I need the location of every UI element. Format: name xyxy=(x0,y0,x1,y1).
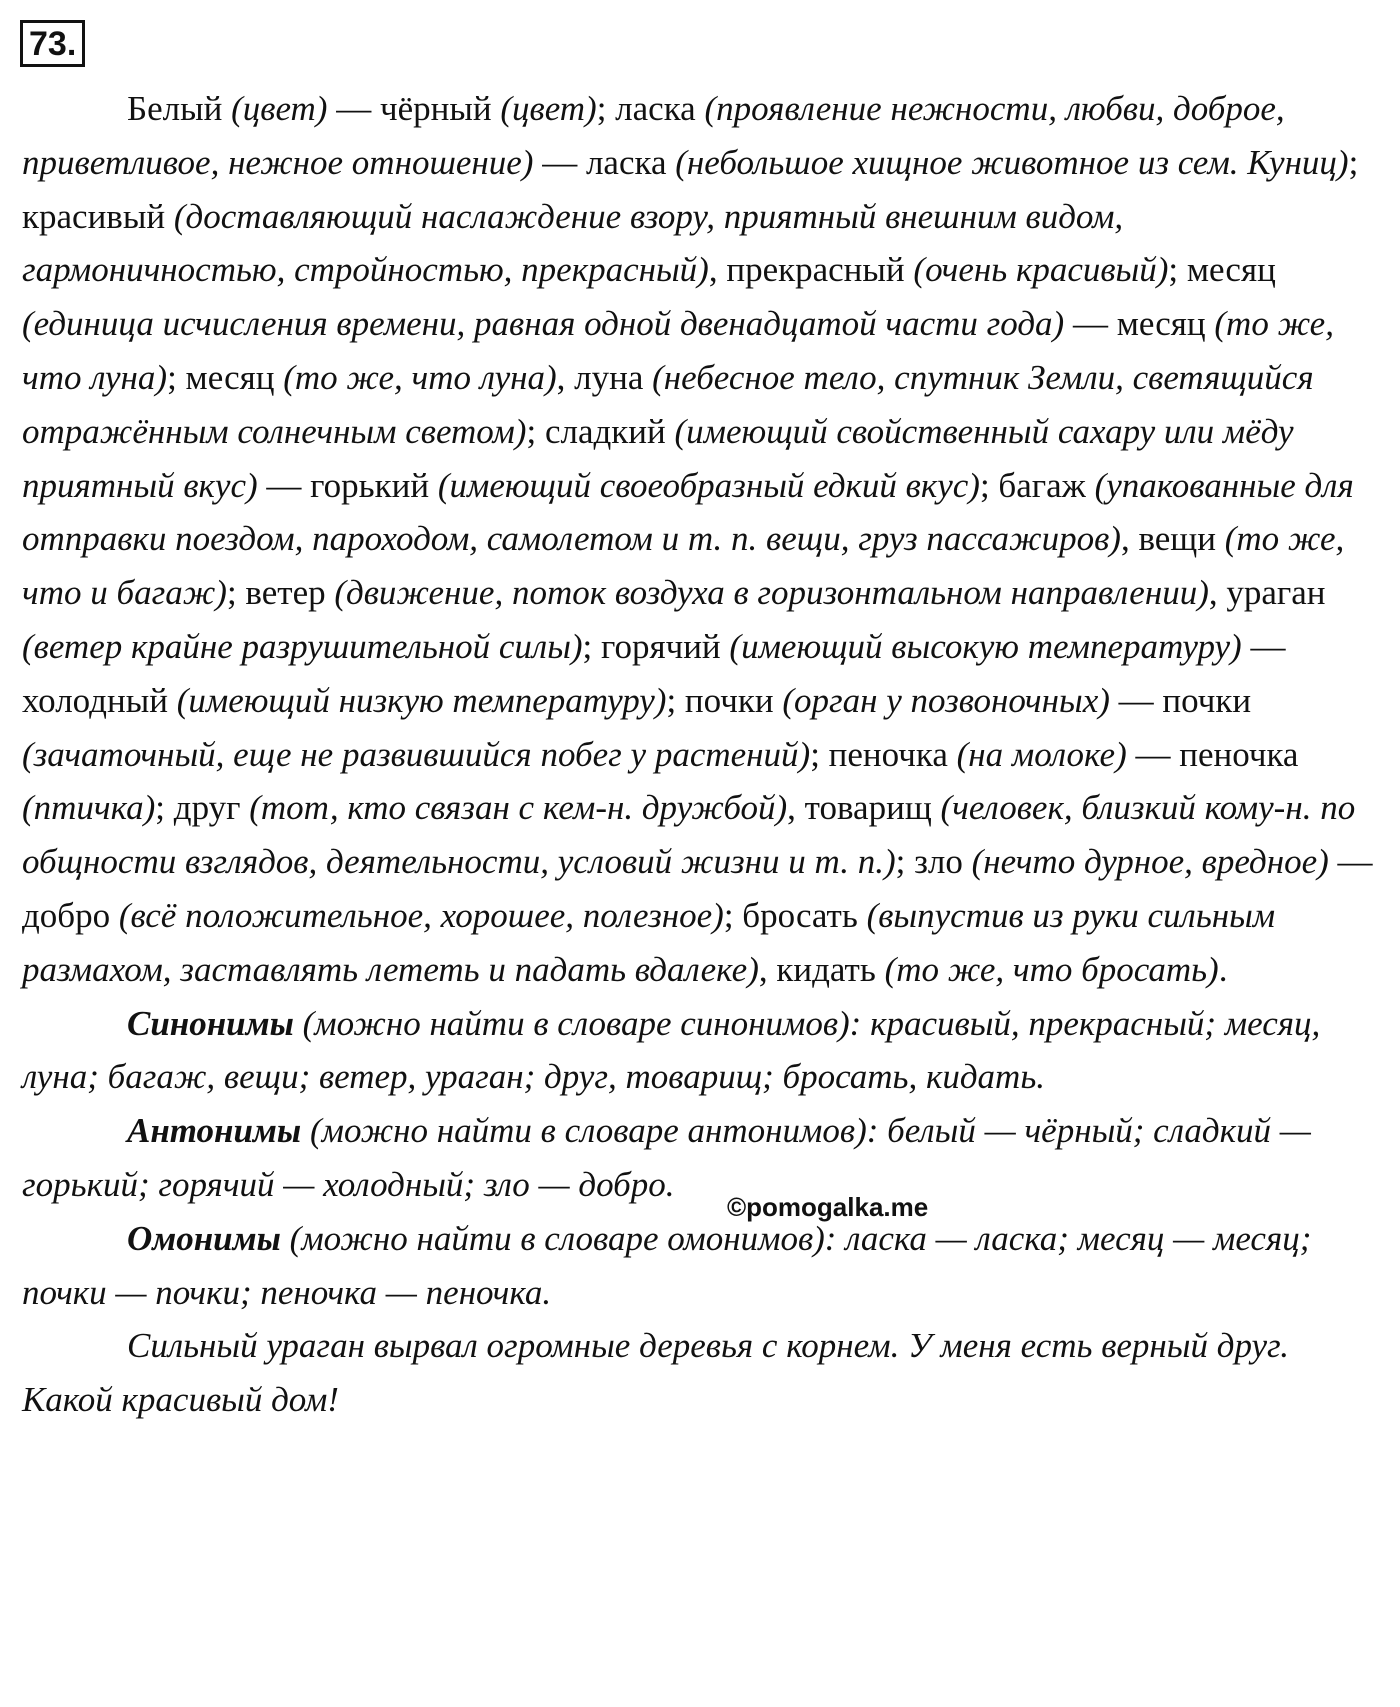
word-text: , кидать xyxy=(758,949,885,989)
definition-text: (всё положительное, хорошее, полезное) xyxy=(118,895,724,935)
word-text: ; горячий xyxy=(582,626,730,666)
definition-text: (зачаточный, еще не развившийся побег у растений) xyxy=(22,734,811,774)
exercise-number: 73. xyxy=(20,20,85,67)
word-text: ; месяц xyxy=(167,357,284,397)
definition-text: (имеющий высокую температуру) xyxy=(729,626,1242,666)
word-text: ; бросать xyxy=(723,895,867,935)
definition-text: (небольшое хищное животное из сем. Куниц) xyxy=(675,142,1349,182)
definition-text: (тот, кто связан с кем-н. дружбой) xyxy=(249,788,788,828)
antonyms-paragraph xyxy=(22,1104,1377,1212)
word-text: ; пеночка xyxy=(810,734,957,774)
definition-text: (проявление нежности, любви, доброе, приветливое, нежное отношение) xyxy=(22,89,1285,182)
antonyms-term: Антонимы xyxy=(127,1111,302,1151)
definition-text: (на молоке) xyxy=(956,734,1127,774)
word-text: — почки xyxy=(1109,680,1252,720)
word-text: ; зло xyxy=(895,842,972,882)
definition-text: (движение, поток воздуха в горизонтальном направлении) xyxy=(334,573,1209,613)
homonyms-paragraph xyxy=(22,1212,1377,1320)
word-text: ; друг xyxy=(155,788,250,828)
definition-text: (выпустив из руки сильным размахом, заставлять лететь и падать вдалеке) xyxy=(22,895,1276,989)
word-text: — чёрный xyxy=(327,89,501,128)
definition-text: (очень красивый) xyxy=(913,250,1169,290)
definition-text: (небесное тело, спутник Земли, светящийся отражённым солнечным светом) xyxy=(22,357,1314,451)
exercise-answer-text xyxy=(22,82,1377,1427)
definition-text: (доставляющий наслаждение взору, приятный внешним видом, гармоничностью, стройностью, прекрасный) xyxy=(22,196,1124,290)
definition-text: (цвет) xyxy=(231,89,328,128)
word-text: — добро xyxy=(22,842,1373,935)
word-text: Белый xyxy=(127,89,232,128)
word-text: ; ласка xyxy=(596,89,705,128)
definition-text: (имеющий низкую температуру) xyxy=(176,680,667,720)
definition-text: (то же, что луна) xyxy=(283,357,557,397)
word-text: , вещи xyxy=(1120,519,1225,559)
word-text: — ласка xyxy=(533,142,676,182)
definition-text: (нечто дурное, вредное) xyxy=(971,842,1329,882)
synonyms-paragraph xyxy=(22,997,1377,1105)
definition-text: (то же, что луна) xyxy=(22,304,1334,397)
word-definitions-paragraph xyxy=(22,82,1377,997)
word-text: — горький xyxy=(257,465,438,505)
word-text: , прекрасный xyxy=(708,250,914,290)
synonyms-term: Синонимы xyxy=(127,1003,294,1043)
definition-text: (человек, близкий кому-н. по общности взглядов, деятельности, условий жизни и т. п.) xyxy=(22,788,1356,882)
antonyms-text: (можно найти в словаре антонимов): белый — чёрный; сладкий — горький; горячий — холодный; зло — добро. xyxy=(22,1111,1311,1204)
definition-text: (птичка) xyxy=(22,788,156,828)
word-text: , ураган xyxy=(1208,573,1326,613)
definition-text: (орган у позвоночных) xyxy=(782,680,1110,720)
word-text: — пеночка xyxy=(1126,734,1299,774)
word-text: — месяц xyxy=(1064,304,1215,344)
word-text: , товарищ xyxy=(787,788,941,828)
definition-text: (единица исчисления времени, равная одной двенадцатой части года) xyxy=(22,304,1065,344)
word-text: ; багаж xyxy=(979,465,1095,505)
definition-text: (то же, что и багаж) xyxy=(22,519,1345,613)
word-text: , луна xyxy=(556,357,653,397)
watermark: ©pomogalka.me xyxy=(727,1192,929,1222)
word-text: ; красивый xyxy=(22,142,1359,236)
definition-text: (имеющий свойственный сахару или мёду приятный вкус) xyxy=(22,411,1294,505)
word-text: ; ветер xyxy=(226,573,335,613)
word-text: ; месяц xyxy=(1168,250,1276,290)
definition-text: (упакованные для отправки поездом, пароходом, самолетом и т. п. вещи, груз пассажиров) xyxy=(22,465,1354,559)
word-text: ; сладкий xyxy=(526,411,675,451)
example-sentences: Сильный ураган вырвал огромные деревья с корнем. У меня есть верный друг. Какой красивый дом! xyxy=(22,1326,1289,1420)
definition-text: (имеющий своеобразный едкий вкус) xyxy=(437,465,980,505)
homonyms-text: (можно найти в словаре омонимов): ласка — ласка; месяц — месяц; почки — почки; пеночка — пеночка. xyxy=(22,1218,1312,1312)
definition-text: (ветер крайне разрушительной силы) xyxy=(22,626,583,666)
synonyms-text: (можно найти в словаре синонимов): красивый, прекрасный; месяц, луна; багаж, вещи; ветер, ураган; друг, товарищ; бросать, кидать. xyxy=(22,1003,1321,1097)
word-text: ; почки xyxy=(666,680,783,720)
definition-text: (цвет) xyxy=(500,89,597,128)
definition-text: (то же, что бросать) xyxy=(884,949,1219,989)
word-text: — холодный xyxy=(22,626,1286,720)
word-text: . xyxy=(1218,949,1228,989)
homonyms-term: Омонимы xyxy=(127,1218,281,1258)
